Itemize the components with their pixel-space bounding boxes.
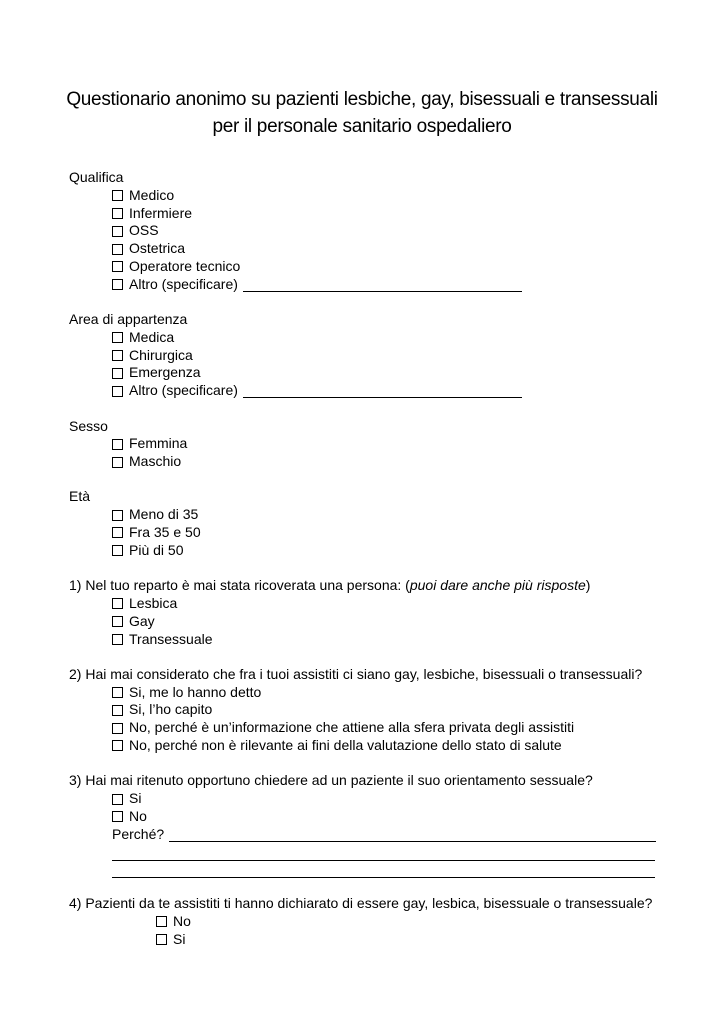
option-piu-50[interactable]: Più di 50	[69, 542, 689, 560]
checkbox[interactable]	[112, 723, 123, 734]
option-no-privata[interactable]: No, perché è un’informazione che attiene alla sfera privata degli assistiti	[69, 719, 689, 737]
option-altro[interactable]: Altro (specificare)	[69, 276, 689, 294]
checkbox[interactable]	[156, 916, 167, 927]
checkbox[interactable]	[112, 545, 123, 556]
title-line-2: per il personale sanitario ospedaliero	[212, 116, 512, 137]
checkbox[interactable]	[112, 527, 123, 538]
why-row	[69, 826, 689, 844]
checkbox[interactable]	[112, 386, 123, 397]
checkbox[interactable]	[112, 794, 123, 805]
why-line-3[interactable]	[112, 861, 655, 878]
option-ostetrica[interactable]: Ostetrica	[69, 240, 689, 258]
q3-label: 3) Hai mai ritenuto opportuno chiedere ad un paziente il suo orientamento sessuale?	[69, 772, 593, 789]
option-medico[interactable]: Medico	[69, 187, 689, 205]
option-si-detto[interactable]: Si, me lo hanno detto	[69, 684, 689, 702]
checkbox[interactable]	[112, 634, 123, 645]
option-meno-35[interactable]: Meno di 35	[69, 506, 689, 524]
checkbox[interactable]	[112, 350, 123, 361]
option-medica[interactable]: Medica	[69, 329, 689, 347]
section-q3	[69, 772, 689, 877]
checkbox[interactable]	[112, 226, 123, 237]
option-emergenza[interactable]: Emergenza	[69, 364, 689, 382]
why-label: Perché?	[112, 825, 165, 842]
checkbox[interactable]	[112, 510, 123, 521]
option-oss[interactable]: OSS	[69, 222, 689, 240]
option-transessuale[interactable]: Transessuale	[69, 631, 689, 649]
area-label: Area di appartenza	[69, 311, 188, 328]
checkbox[interactable]	[112, 279, 123, 290]
section-eta	[69, 488, 689, 559]
why-line-2[interactable]	[112, 844, 655, 861]
checkbox[interactable]	[112, 740, 123, 751]
document-title	[0, 86, 724, 140]
checkbox[interactable]	[112, 439, 123, 450]
option-femmina[interactable]: Femmina	[69, 435, 689, 453]
section-sesso	[69, 418, 689, 471]
checkbox[interactable]	[112, 190, 123, 201]
q4-label: 4) Pazienti da te assistiti ti hanno dichiarato di essere gay, lesbica, bisessuale o transessuale?	[69, 895, 653, 911]
checkbox[interactable]	[112, 208, 123, 219]
q1-note: puoi dare anche più risposte	[409, 577, 586, 594]
eta-label: Età	[69, 488, 91, 505]
checkbox[interactable]	[112, 332, 123, 343]
section-area	[69, 311, 689, 400]
questionnaire	[69, 169, 689, 966]
option-operatore-tecnico[interactable]: Operatore tecnico	[69, 258, 689, 276]
checkbox[interactable]	[112, 244, 123, 255]
option-si[interactable]: Si	[69, 790, 689, 808]
option-no-q4[interactable]: No	[69, 913, 689, 931]
option-chirurgica[interactable]: Chirurgica	[69, 347, 689, 365]
q1-label: 1) Nel tuo reparto è mai stata ricoverata una persona: (puoi dare anche più risposte)	[69, 577, 591, 594]
checkbox[interactable]	[112, 616, 123, 627]
q2-label: 2) Hai mai considerato che fra i tuoi assistiti ci siano gay, lesbiche, bisessuali o transessuali?	[69, 665, 643, 682]
option-no-rilevante[interactable]: No, perché non è rilevante ai fini della valutazione dello stato di salute	[69, 737, 689, 755]
checkbox[interactable]	[156, 934, 167, 945]
checkbox[interactable]	[112, 705, 123, 716]
title-line-1: Questionario anonimo su pazienti lesbiche, gay, bisessuali e transessuali	[66, 89, 658, 110]
option-gay[interactable]: Gay	[69, 613, 689, 631]
option-lesbica[interactable]: Lesbica	[69, 595, 689, 613]
option-si-capito[interactable]: Si, l’ho capito	[69, 701, 689, 719]
option-35-50[interactable]: Fra 35 e 50	[69, 524, 689, 542]
sesso-label: Sesso	[69, 417, 108, 434]
checkbox[interactable]	[112, 261, 123, 272]
section-qualifica	[69, 169, 689, 294]
section-q4	[69, 895, 689, 948]
option-infermiere[interactable]: Infermiere	[69, 205, 689, 223]
checkbox[interactable]	[112, 687, 123, 698]
specify-field[interactable]	[243, 278, 522, 292]
checkbox[interactable]	[112, 457, 123, 468]
checkbox[interactable]	[112, 598, 123, 609]
why-field[interactable]	[169, 828, 656, 842]
section-q2	[69, 666, 689, 755]
option-altro-area[interactable]: Altro (specificare)	[69, 382, 689, 400]
section-q1	[69, 577, 689, 648]
option-no[interactable]: No	[69, 808, 689, 826]
checkbox[interactable]	[112, 811, 123, 822]
specify-field[interactable]	[243, 384, 522, 398]
option-si-q4[interactable]: Si	[69, 931, 689, 949]
qualifica-label: Qualifica	[69, 169, 124, 185]
option-maschio[interactable]: Maschio	[69, 453, 689, 471]
checkbox[interactable]	[112, 368, 123, 379]
